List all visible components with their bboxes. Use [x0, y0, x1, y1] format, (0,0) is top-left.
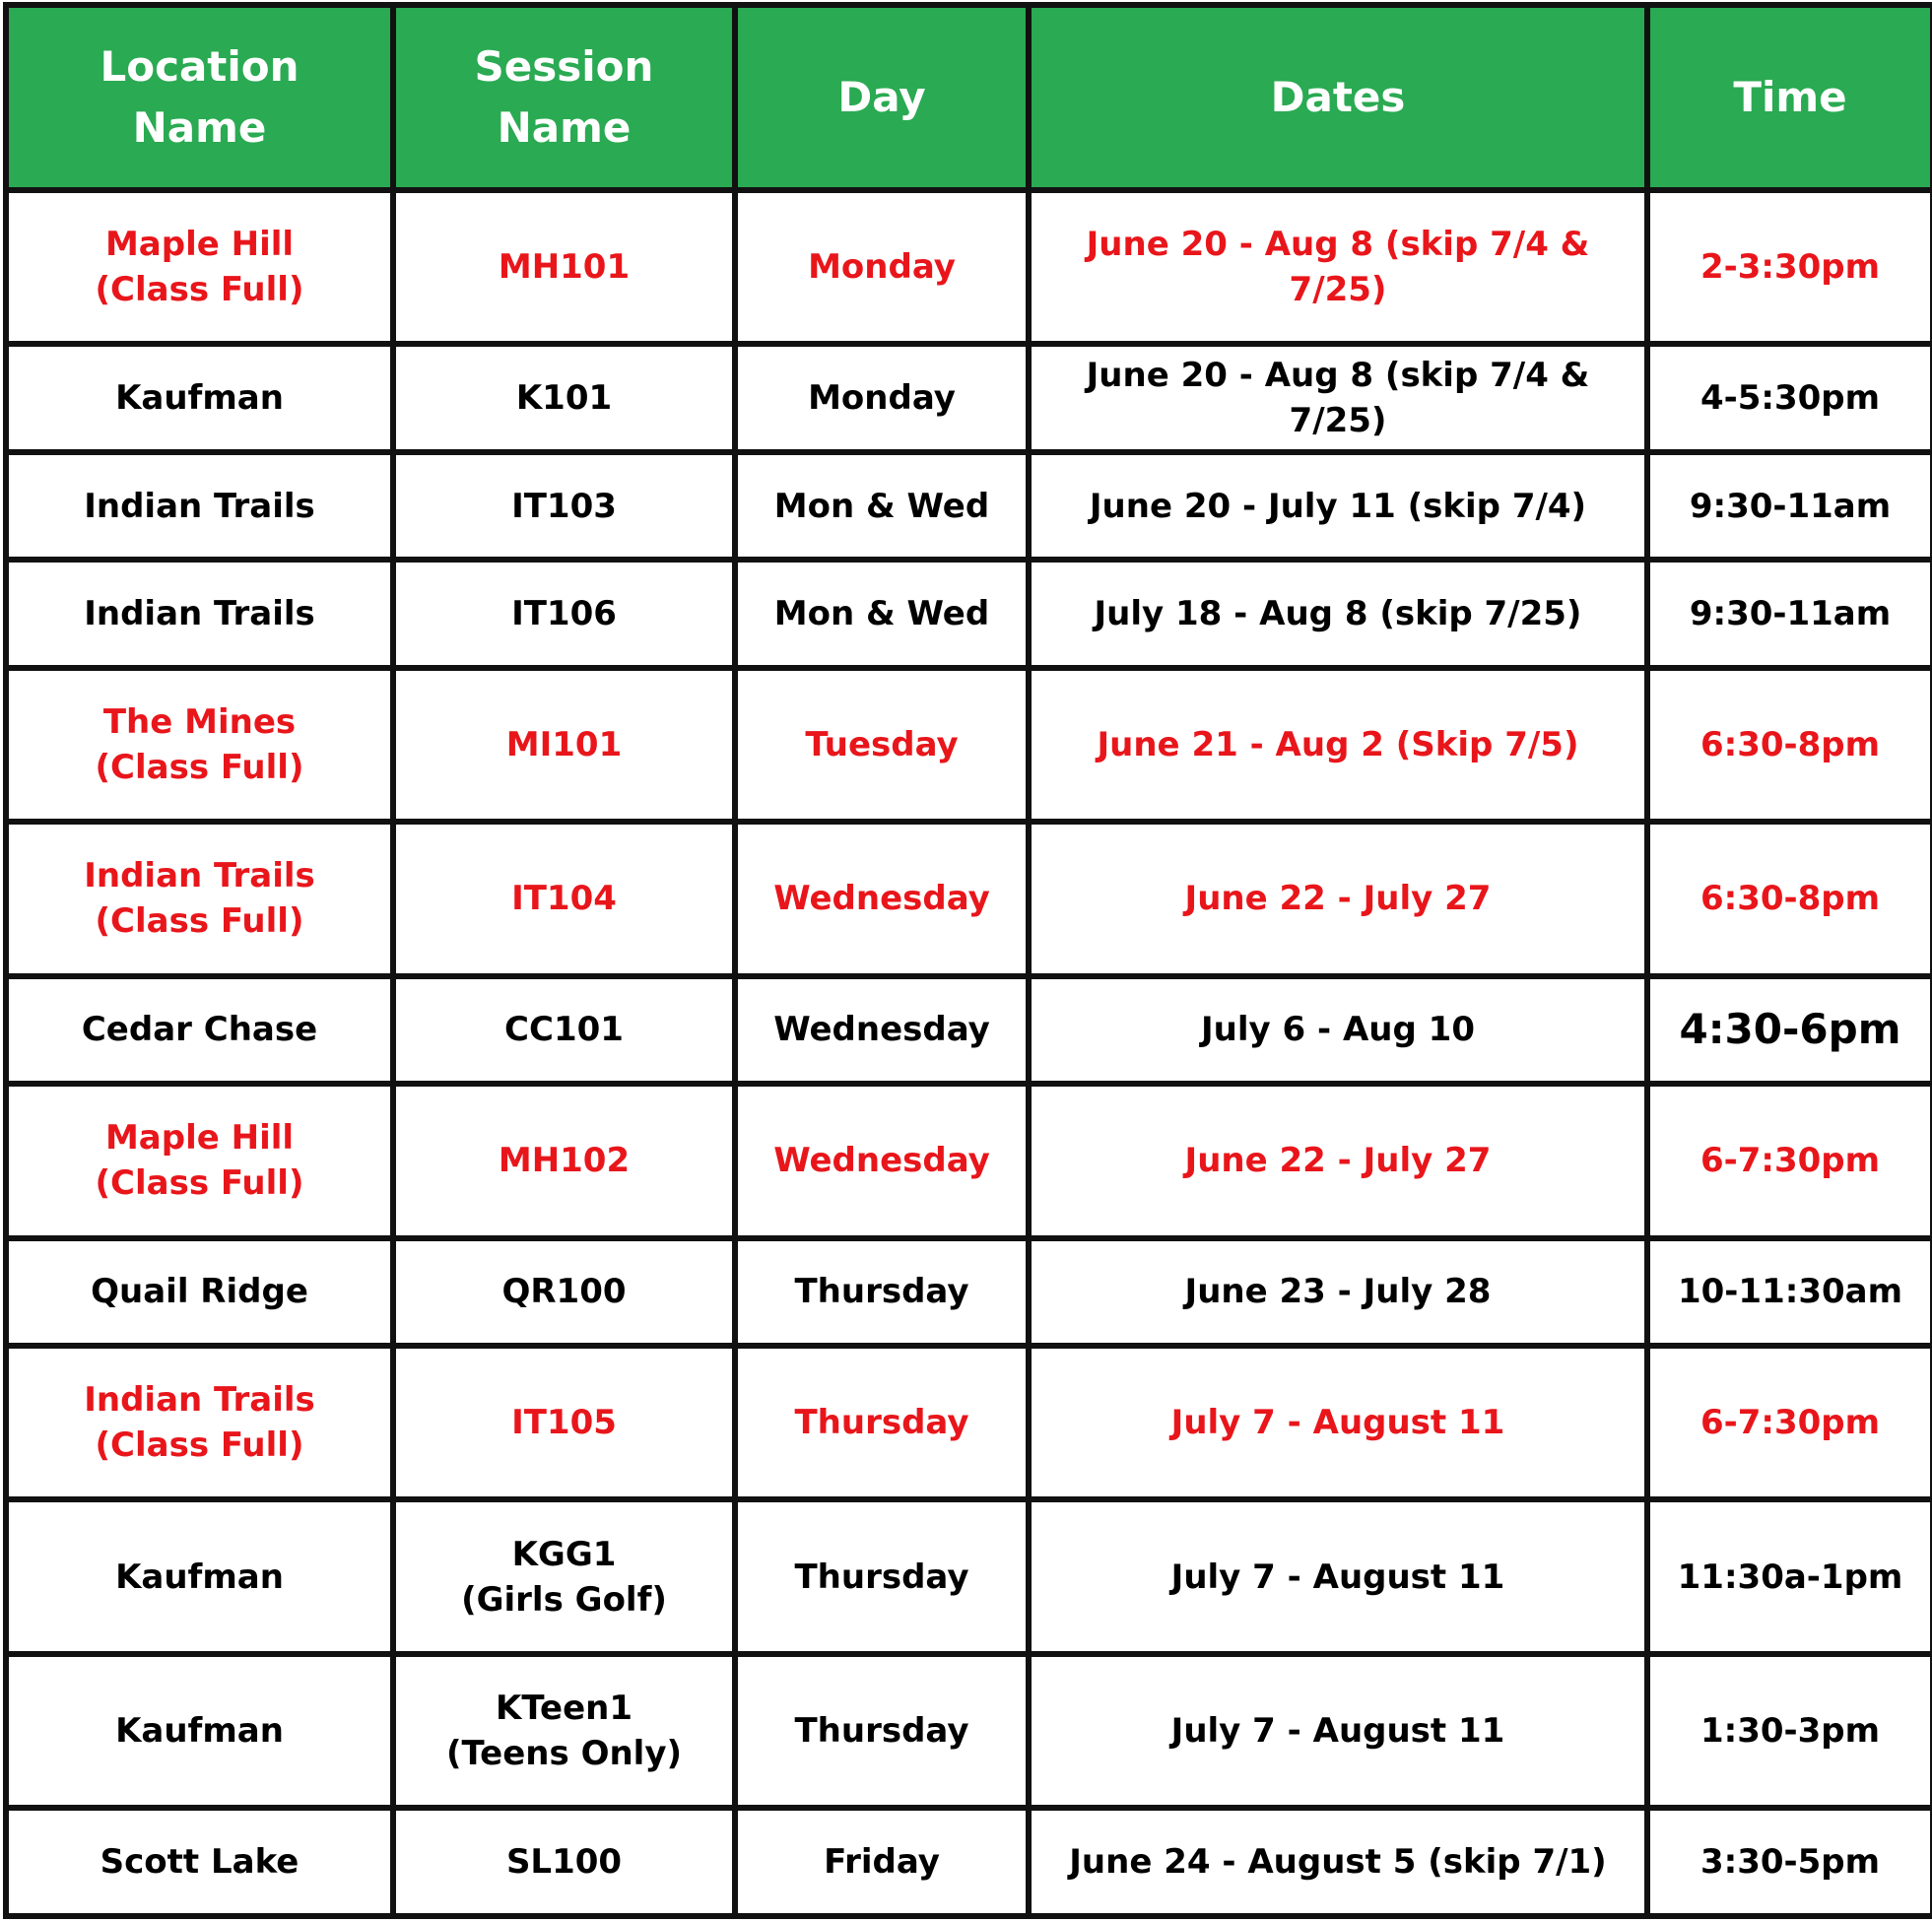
cell-session-line: (Teens Only)	[445, 1734, 683, 1774]
table-row	[6, 344, 1932, 451]
cell-location	[6, 452, 393, 560]
table-row	[6, 1654, 1932, 1808]
cell-session-line: MI101	[505, 724, 623, 764]
cell-time: 6:30-8pm	[1647, 668, 1932, 822]
cell-day: Thursday	[735, 1654, 1029, 1808]
cell-location-line: Indian Trails	[84, 856, 315, 896]
cell-location	[6, 190, 393, 344]
cell-session	[393, 668, 735, 822]
cell-day: Thursday	[735, 1499, 1029, 1653]
cell-time: 11:30a-1pm	[1647, 1499, 1932, 1653]
cell-day: Friday	[735, 1808, 1029, 1916]
table-row	[6, 822, 1932, 975]
cell-dates: June 20 - July 11 (skip 7/4)	[1029, 452, 1647, 560]
table-row	[6, 1238, 1932, 1346]
cell-location	[6, 1808, 393, 1916]
cell-location-line: Kaufman	[115, 1557, 284, 1597]
cell-time: 10-11:30am	[1647, 1238, 1932, 1346]
cell-session-line: MH102	[498, 1141, 631, 1181]
cell-location-line: Scott Lake	[100, 1842, 300, 1883]
cell-dates: July 18 - Aug 8 (skip 7/25)	[1029, 560, 1647, 667]
table-row	[6, 1499, 1932, 1653]
cell-session-line: SL100	[505, 1842, 623, 1883]
cell-session-line: QR100	[501, 1272, 627, 1312]
header-location-name	[6, 5, 393, 190]
cell-session-line: IT105	[511, 1403, 617, 1443]
cell-day: Thursday	[735, 1346, 1029, 1499]
cell-session-line: KGG1	[511, 1534, 617, 1574]
cell-location-line: Kaufman	[115, 1711, 284, 1752]
table-row	[6, 668, 1932, 822]
table-row	[6, 976, 1932, 1084]
cell-dates: June 23 - July 28	[1029, 1238, 1647, 1346]
header-row	[6, 5, 1932, 190]
cell-session	[393, 560, 735, 667]
cell-session	[393, 1499, 735, 1653]
cell-session-line: K101	[515, 378, 613, 419]
cell-location	[6, 822, 393, 975]
schedule-table	[3, 2, 1932, 1919]
cell-time: 6-7:30pm	[1647, 1346, 1932, 1499]
cell-day: Thursday	[735, 1238, 1029, 1346]
cell-dates: July 7 - August 11	[1029, 1346, 1647, 1499]
cell-day: Wednesday	[735, 976, 1029, 1084]
header-session-line-2: Name	[497, 103, 632, 152]
cell-location-line: Maple Hill	[104, 1118, 295, 1159]
cell-session	[393, 190, 735, 344]
cell-session-line: (Girls Golf)	[461, 1579, 667, 1620]
cell-location-line: Indian Trails	[84, 594, 315, 634]
cell-time: 9:30-11am	[1647, 560, 1932, 667]
header-location-line-1: Location	[100, 42, 300, 91]
cell-location	[6, 976, 393, 1084]
cell-dates: June 20 - Aug 8 (skip 7/4 & 7/25)	[1029, 190, 1647, 344]
cell-location-line: Indian Trails	[84, 1380, 315, 1421]
cell-session-line: KTeen1	[495, 1689, 633, 1729]
cell-dates: July 7 - August 11	[1029, 1499, 1647, 1653]
cell-day: Monday	[735, 344, 1029, 451]
cell-dates: June 22 - July 27	[1029, 1084, 1647, 1237]
cell-session-line: CC101	[504, 1010, 624, 1050]
cell-session-line: IT104	[511, 879, 617, 919]
cell-session	[393, 1808, 735, 1916]
cell-dates: July 7 - August 11	[1029, 1654, 1647, 1808]
cell-day: Mon & Wed	[735, 560, 1029, 667]
cell-location	[6, 344, 393, 451]
cell-location	[6, 1346, 393, 1499]
cell-session	[393, 1654, 735, 1808]
header-location-line-2: Name	[132, 103, 267, 152]
cell-day: Tuesday	[735, 668, 1029, 822]
table-header	[6, 5, 1932, 190]
cell-location	[6, 1084, 393, 1237]
cell-session	[393, 452, 735, 560]
cell-time: 1:30-3pm	[1647, 1654, 1932, 1808]
cell-dates: June 20 - Aug 8 (skip 7/4 & 7/25)	[1029, 344, 1647, 451]
cell-session	[393, 1346, 735, 1499]
cell-location-line: (Class Full)	[95, 747, 304, 787]
cell-day: Wednesday	[735, 822, 1029, 975]
cell-day: Mon & Wed	[735, 452, 1029, 560]
cell-location-line: The Mines	[102, 701, 297, 742]
cell-dates: July 6 - Aug 10	[1029, 976, 1647, 1084]
cell-session	[393, 344, 735, 451]
table-row	[6, 560, 1932, 667]
cell-location	[6, 1499, 393, 1653]
cell-session	[393, 976, 735, 1084]
header-dates: Dates	[1029, 5, 1647, 190]
table-row	[6, 1084, 1932, 1237]
cell-dates: June 21 - Aug 2 (Skip 7/5)	[1029, 668, 1647, 822]
cell-location-line: (Class Full)	[95, 901, 304, 942]
cell-time: 4:30-6pm	[1647, 976, 1932, 1084]
cell-day: Wednesday	[735, 1084, 1029, 1237]
table-body	[6, 190, 1932, 1916]
header-session-name	[393, 5, 735, 190]
header-day: Day	[735, 5, 1029, 190]
cell-location-line: (Class Full)	[95, 270, 304, 310]
cell-location	[6, 1654, 393, 1808]
table-row	[6, 1346, 1932, 1499]
cell-session-line: MH101	[498, 247, 631, 288]
cell-location	[6, 560, 393, 667]
table-row	[6, 452, 1932, 560]
cell-time: 3:30-5pm	[1647, 1808, 1932, 1916]
cell-location	[6, 1238, 393, 1346]
cell-time: 6-7:30pm	[1647, 1084, 1932, 1237]
cell-location-line: (Class Full)	[95, 1163, 304, 1204]
cell-location-line: Quail Ridge	[91, 1272, 308, 1312]
cell-session-line: IT106	[511, 594, 617, 634]
cell-location-line: Kaufman	[115, 378, 284, 419]
cell-session	[393, 1238, 735, 1346]
cell-session	[393, 822, 735, 975]
table-row	[6, 190, 1932, 344]
cell-location-line: (Class Full)	[95, 1425, 304, 1466]
cell-location	[6, 668, 393, 822]
header-time: Time	[1647, 5, 1932, 190]
cell-time: 9:30-11am	[1647, 452, 1932, 560]
cell-location-line: Cedar Chase	[81, 1010, 318, 1050]
cell-session-line: IT103	[511, 486, 617, 526]
cell-time: 6:30-8pm	[1647, 822, 1932, 975]
header-session-line-1: Session	[474, 42, 654, 91]
cell-dates: June 24 - August 5 (skip 7/1)	[1029, 1808, 1647, 1916]
cell-session	[393, 1084, 735, 1237]
cell-location-line: Indian Trails	[84, 486, 315, 526]
cell-time: 4-5:30pm	[1647, 344, 1932, 451]
cell-dates: June 22 - July 27	[1029, 822, 1647, 975]
cell-location-line: Maple Hill	[104, 225, 295, 265]
cell-time: 2-3:30pm	[1647, 190, 1932, 344]
table-row	[6, 1808, 1932, 1916]
cell-day: Monday	[735, 190, 1029, 344]
